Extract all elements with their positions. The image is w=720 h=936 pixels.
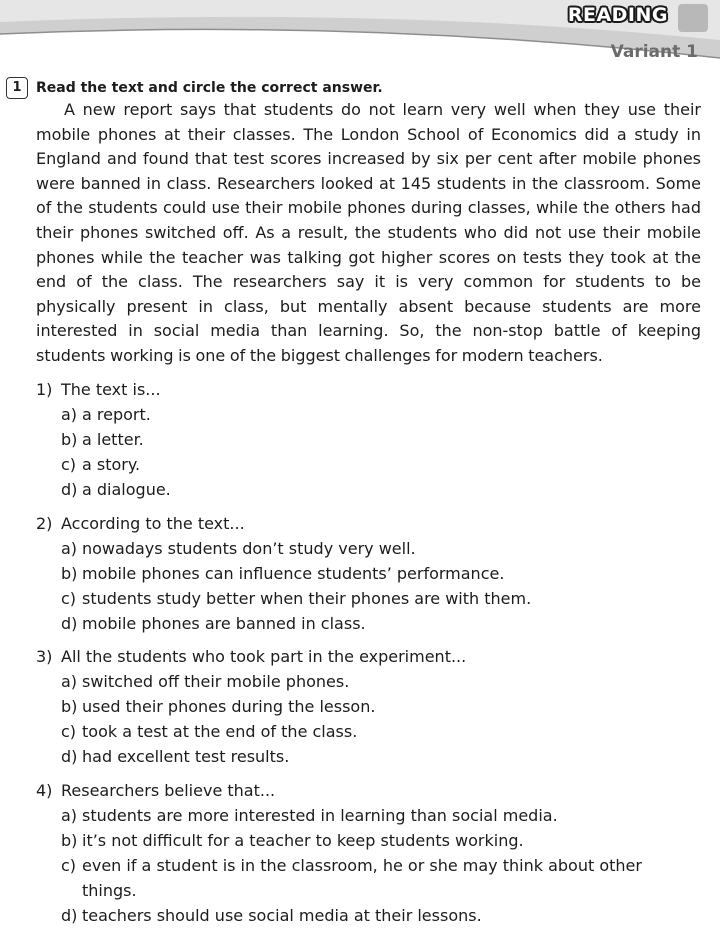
variant-label: Variant 1	[610, 42, 698, 62]
option-letter: b)	[61, 430, 78, 449]
option-text: a letter.	[82, 430, 144, 449]
question-stem	[36, 778, 701, 803]
option-text: a report.	[82, 405, 151, 424]
option-text: even if a student is in the classroom, he or she may think about other things.	[82, 855, 642, 900]
option-letter: a)	[61, 672, 78, 691]
answer-option[interactable]	[36, 586, 701, 611]
option-text: had excellent test results.	[82, 747, 290, 766]
option-letter: a)	[61, 538, 78, 558]
answer-option[interactable]	[36, 694, 701, 719]
option-text: teachers should use social media at their lessons.	[82, 905, 482, 925]
task-number-badge: 1	[6, 77, 28, 99]
reading-passage: A new report says that students do not learn very well when they use their mobile phones at their classes. The London School of Economics did a study in England and found that test scores increased by six per cent after mobile phones were banned in class. Researchers looked at 145 students in the classroom. Some of the students could use their mobile phones during classes, while the others had their phones switched off. As a result, the students who did not use their mobile phones while the teacher was talking got higher scores on tests they took at the end of the class. The researchers say it is very common for students to be physically present in class, but mentally absent because students are more interested in social media than learning. So, the non-stop battle of keeping students working is one of the biggest challenges for modern teachers.	[36, 100, 701, 365]
option-text: students study better when their phones are with them.	[82, 588, 532, 608]
answer-option[interactable]	[36, 611, 701, 636]
option-letter: d)	[61, 613, 78, 633]
question-3	[36, 644, 701, 769]
answer-option[interactable]	[36, 427, 701, 452]
question-number: 1)	[36, 380, 53, 399]
option-text: switched off their mobile phones.	[82, 672, 350, 691]
option-letter: b)	[61, 697, 78, 716]
option-text: used their phones during the lesson.	[82, 697, 376, 716]
question-text: According to the text...	[61, 513, 245, 533]
question-1	[36, 377, 701, 502]
option-letter: b)	[61, 830, 78, 850]
answer-option[interactable]	[36, 402, 701, 427]
answer-option[interactable]	[36, 452, 701, 477]
option-text: students are more interested in learning than social media.	[82, 805, 558, 825]
answer-option[interactable]	[36, 903, 701, 928]
option-text: mobile phones can influence students’ performance.	[82, 563, 505, 583]
questions-list	[36, 377, 701, 936]
answer-option[interactable]	[36, 853, 701, 903]
question-number: 3)	[36, 647, 53, 666]
option-text: mobile phones are banned in class.	[82, 613, 366, 633]
question-stem	[36, 644, 701, 669]
option-letter: a)	[61, 405, 78, 424]
option-text: a dialogue.	[82, 480, 171, 499]
task-header	[6, 77, 383, 99]
header-tab-marker	[678, 4, 708, 32]
option-letter: c)	[61, 855, 77, 875]
answer-option[interactable]	[36, 828, 701, 853]
task-instruction: Read the text and circle the correct answer.	[36, 80, 383, 96]
answer-option[interactable]	[36, 561, 701, 586]
option-letter: d)	[61, 905, 78, 925]
question-text: Researchers believe that...	[61, 780, 276, 800]
option-letter: d)	[61, 480, 78, 499]
answer-option[interactable]	[36, 477, 701, 502]
question-number: 2)	[36, 513, 53, 533]
answer-option[interactable]	[36, 719, 701, 744]
question-2	[36, 511, 701, 636]
option-letter: c)	[61, 722, 77, 741]
option-text: nowadays students don’t study very well.	[82, 538, 416, 558]
answer-option[interactable]	[36, 803, 701, 828]
question-stem	[36, 511, 701, 536]
option-letter: c)	[61, 588, 77, 608]
option-letter: c)	[61, 455, 77, 474]
answer-option[interactable]	[36, 536, 701, 561]
section-label: READING	[567, 4, 668, 26]
option-letter: b)	[61, 563, 78, 583]
question-text: All the students who took part in the experiment...	[61, 647, 467, 666]
question-number: 4)	[36, 780, 53, 800]
question-4	[36, 778, 701, 928]
option-text: a story.	[82, 455, 141, 474]
option-letter: d)	[61, 747, 78, 766]
question-stem	[36, 377, 701, 402]
option-text: it’s not difficult for a teacher to keep students working.	[82, 830, 524, 850]
option-text: took a test at the end of the class.	[82, 722, 358, 741]
question-text: The text is...	[61, 380, 161, 399]
answer-option[interactable]	[36, 669, 701, 694]
answer-option[interactable]	[36, 744, 701, 769]
option-letter: a)	[61, 805, 78, 825]
